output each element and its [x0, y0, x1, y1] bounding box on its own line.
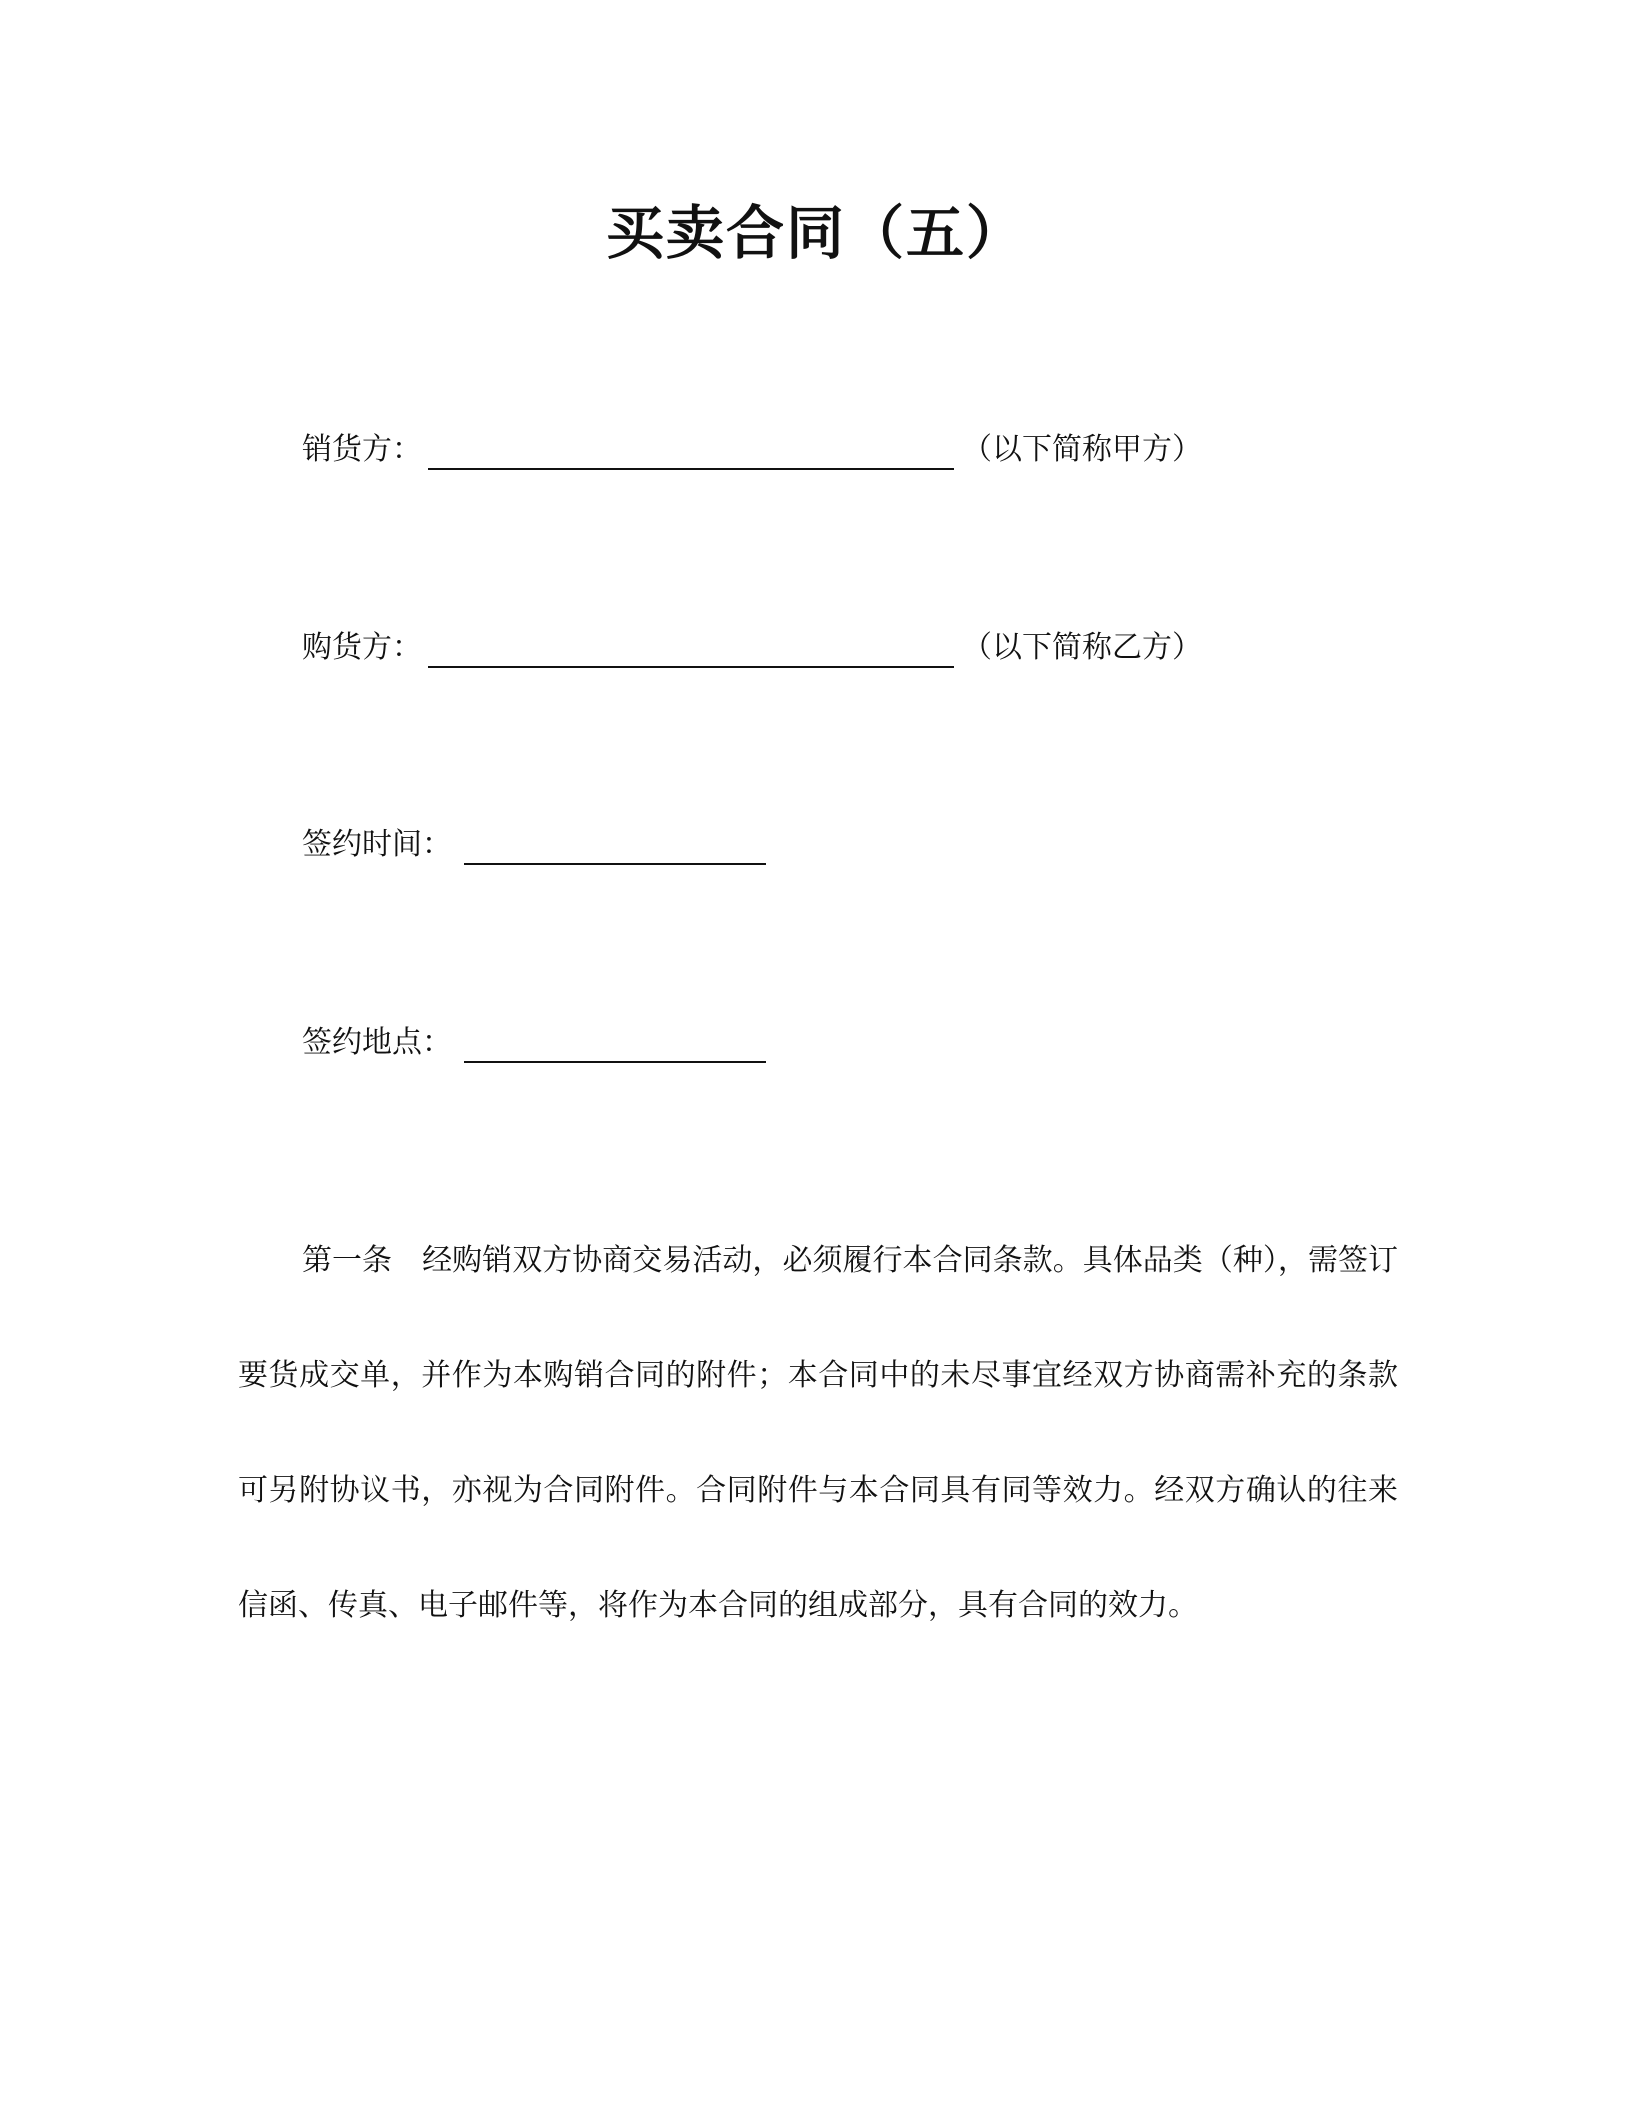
seller-label: 销货方： — [302, 432, 422, 467]
sign-date-field-row — [302, 815, 766, 865]
sign-date-label: 签约时间： — [302, 827, 452, 862]
sign-place-field-row — [302, 1013, 766, 1063]
buyer-label: 购货方： — [302, 630, 422, 665]
sign-date-blank-line[interactable] — [464, 823, 766, 865]
article-1-paragraph: 第一条 经购销双方协商交易活动，必须履行本合同条款。具体品类（种），需签订要货成交单，并作为本购销合同的附件；本合同中的未尽事宜经双方协商需补充的条款可另附协议书，亦视为合同附件。合同附件与本合同具有同等效力。经双方确认的往来信函、传真、电子邮件等，将作为本合同的组成部分，具有合同的效力。 — [238, 1243, 1398, 1623]
document-title: 买卖合同（五） — [605, 199, 1026, 267]
seller-field-row — [302, 420, 1202, 470]
sign-place-blank-line[interactable] — [464, 1021, 766, 1063]
seller-blank-line[interactable] — [428, 428, 954, 470]
seller-alias-note: （以下简称甲方） — [962, 432, 1202, 467]
buyer-alias-note: （以下简称乙方） — [962, 630, 1202, 665]
buyer-field-row — [302, 618, 1202, 668]
sign-place-label: 签约地点： — [302, 1025, 452, 1060]
buyer-blank-line[interactable] — [428, 626, 954, 668]
